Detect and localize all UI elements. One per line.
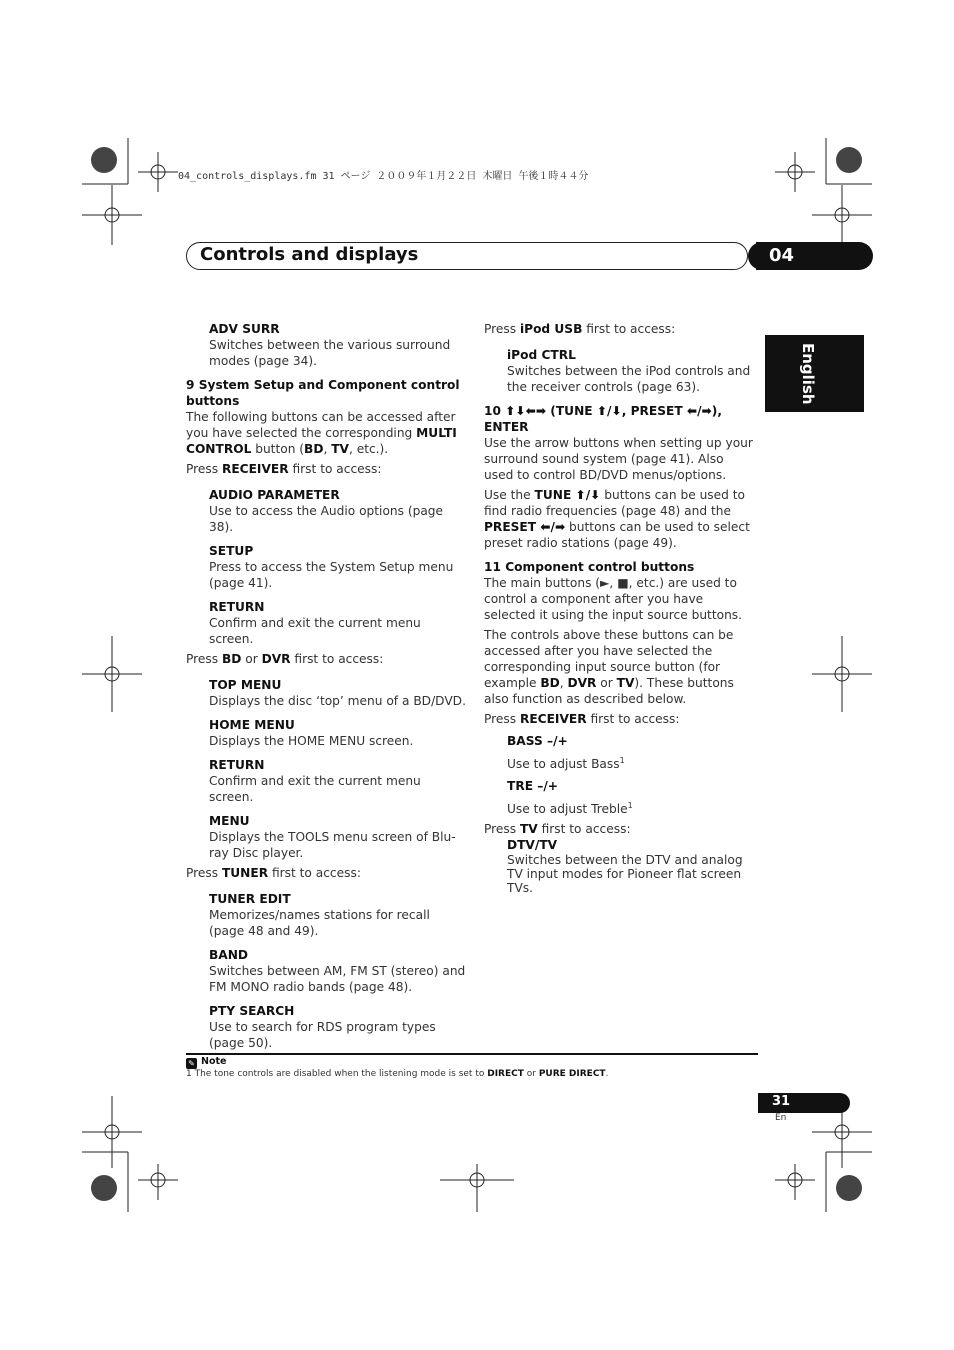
ipod-ctrl-label: iPod CTRL xyxy=(507,348,576,362)
top-menu-label: TOP MENU xyxy=(209,678,282,692)
audio-parameter-desc: Use to access the Audio options (page 38). xyxy=(209,504,444,534)
page-number: 31 xyxy=(758,1093,850,1113)
item9-heading: 9 System Setup and Component control buttons xyxy=(186,378,460,408)
press-ipod-line: Press iPod USB first to access: xyxy=(484,322,676,336)
tuner-edit-desc: Memorizes/names stations for recall (page 48 and 49). xyxy=(209,908,430,938)
bass-label: BASS –/+ xyxy=(507,734,568,748)
language-tab xyxy=(765,335,864,412)
print-header: 04_controls_displays.fm 31 ページ ２００９年１月２２日 木曜日 午後１時４４分 xyxy=(178,171,589,182)
setup-label: SETUP xyxy=(209,544,254,558)
press-receiver-line: Press RECEIVER first to access: xyxy=(186,462,382,476)
adv-surr-desc: Switches between the various surround modes (page 34). xyxy=(209,338,451,368)
press-tv-line: Press TV first to access: xyxy=(484,822,631,837)
chapter-number: 04 xyxy=(756,242,873,270)
menu-desc: Displays the TOOLS menu screen of Blu-ray Disc player. xyxy=(209,830,456,860)
item11-p1: The main buttons (►, ■, etc.) are used to control a component after you have selected it using the input source buttons. xyxy=(484,576,743,622)
home-menu-desc: Displays the HOME MENU screen. xyxy=(209,734,414,748)
page-language: En xyxy=(775,1113,787,1123)
tre-label: TRE –/+ xyxy=(507,779,559,794)
band-desc: Switches between AM, FM ST (stereo) and FM MONO radio bands (page 48). xyxy=(209,964,466,994)
return-label-2: RETURN xyxy=(209,758,265,772)
right-column xyxy=(484,321,756,895)
setup-desc: Press to access the System Setup menu (page 41). xyxy=(209,560,454,590)
press-bd-line: Press BD or DVR first to access: xyxy=(186,652,384,666)
tre-desc: Use to adjust Treble$^1$ xyxy=(507,801,633,817)
section-title: Controls and displays xyxy=(200,244,419,265)
top-menu-desc: Displays the disc ‘top’ menu of a BD/DVD. xyxy=(209,694,466,708)
audio-parameter-label: AUDIO PARAMETER xyxy=(209,488,340,502)
language-tab-label: English xyxy=(799,343,817,405)
home-menu-label: HOME MENU xyxy=(209,718,295,732)
press-tuner-line: Press TUNER first to access: xyxy=(186,866,361,880)
note-heading: ✎ Note xyxy=(186,1056,226,1069)
adv-surr-label: ADV SURR xyxy=(209,322,280,336)
return-desc: Confirm and exit the current menu screen. xyxy=(209,616,421,646)
return-desc-2: Confirm and exit the current menu screen. xyxy=(209,774,421,804)
tuner-edit-label: TUNER EDIT xyxy=(209,892,291,906)
return-label: RETURN xyxy=(209,600,265,614)
pty-search-desc: Use to search for RDS program types (page 50). xyxy=(209,1020,436,1050)
item11-p2: The controls above these buttons can be accessed after you have selected the corresponding input source button (for example BD, DVR or TV). These buttons also function as described below. xyxy=(484,628,734,706)
menu-label: MENU xyxy=(209,814,250,828)
note-icon: ✎ xyxy=(186,1058,197,1069)
bass-desc: Use to adjust Bass$^1$ xyxy=(507,756,625,772)
item9-desc: The following buttons can be accessed after you have selected the corresponding MULTI CONTROL button (BD, TV, etc.). xyxy=(186,410,457,456)
item11-heading: 11 Component control buttons xyxy=(484,560,695,574)
item10-p1: Use the arrow buttons when setting up your surround sound system (page 41). Also used to control BD/DVD menus/options. xyxy=(484,436,753,482)
footnote-text: 1 The tone controls are disabled when the listening mode is set to DIRECT or PURE DIRECT. xyxy=(186,1069,609,1079)
item10-heading: 10 ⬆⬇⬅➡ (TUNE ⬆/⬇, PRESET ⬅/➡), ENTER xyxy=(484,404,722,434)
footnote-rule xyxy=(186,1053,758,1055)
left-column xyxy=(186,321,466,1051)
ipod-ctrl-desc: Switches between the iPod controls and the receiver controls (page 63). xyxy=(507,364,751,394)
band-label: BAND xyxy=(209,948,249,962)
pty-search-label: PTY SEARCH xyxy=(209,1004,295,1018)
dtv-tv-label: DTV/TV xyxy=(507,838,558,853)
item10-p2: Use the TUNE ⬆/⬇ buttons can be used to find radio frequencies (page 48) and the PRESET ⬅/➡ buttons can be used to select preset radio stations (page 49). xyxy=(484,488,750,550)
press-receiver-line-2: Press RECEIVER first to access: xyxy=(484,712,680,726)
dtv-tv-desc: Switches between the DTV and analog TV input modes for Pioneer flat screen TVs. xyxy=(507,853,743,896)
